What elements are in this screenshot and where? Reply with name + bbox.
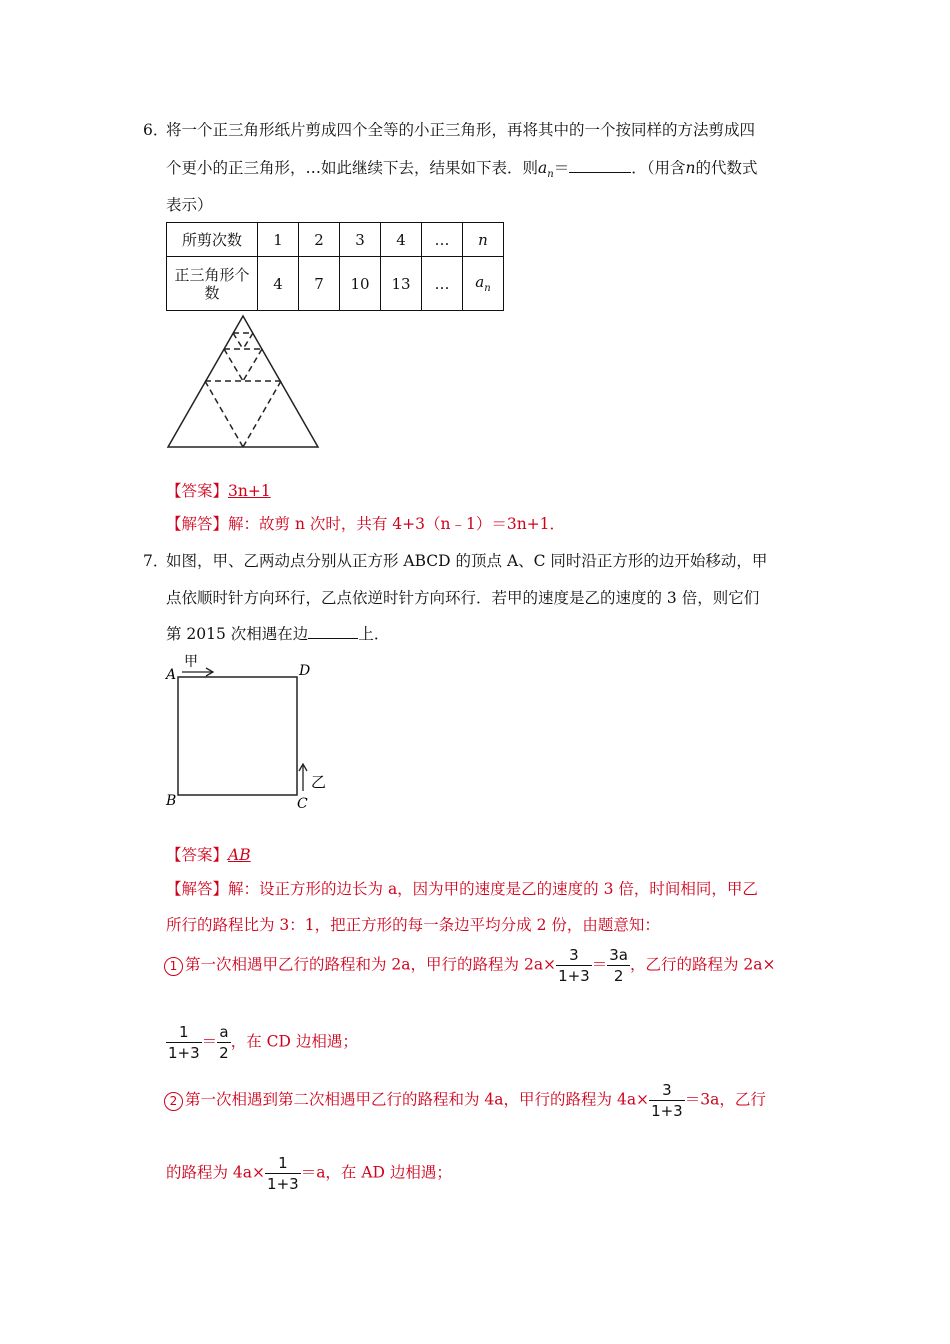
step2-marker: 2: [164, 1092, 183, 1111]
table-row: [167, 257, 504, 311]
step2-text-b: ＝3a，乙行: [684, 1090, 766, 1109]
fraction-numerator: 3: [649, 1080, 685, 1101]
fraction: [265, 1153, 301, 1194]
table-cell: 7: [299, 257, 340, 311]
q7-blank: [308, 637, 358, 639]
fraction: [217, 1022, 231, 1063]
fraction: [166, 1022, 202, 1063]
step2-line2: [166, 1153, 452, 1194]
step1-text-a: 第一次相遇甲乙行的路程和为 2a，甲行的路程为 2a×: [185, 955, 557, 974]
step2-text-c: 的路程为 4a×: [166, 1163, 266, 1182]
q6-var-sub: n: [547, 169, 554, 181]
equals-sign: ＝: [591, 955, 608, 974]
q6-var-n: n: [685, 159, 696, 177]
fraction: [649, 1080, 685, 1121]
table-header-cuts: 所剪次数: [167, 223, 258, 257]
q6-answer-value: 3n+1: [228, 482, 271, 500]
label-a: A: [166, 667, 177, 683]
square-figure: [160, 648, 340, 813]
q7-line2: 点依顺时针方向环行，乙点依逆时针方向环行．若甲的速度是乙的速度的 3 倍，则它们: [166, 589, 760, 607]
q6-var-a: a: [538, 159, 548, 177]
q7-line3-text: 第 2015 次相遇在边: [166, 625, 309, 643]
table-cell: [463, 257, 504, 311]
q6-line2-text: 个更小的正三角形，…如此继续下去，结果如下表．则: [166, 159, 539, 177]
table-cell: 13: [381, 257, 422, 311]
triangle-figure: [160, 312, 330, 452]
table-cell-var: a: [475, 273, 485, 291]
fraction: [607, 945, 630, 986]
step1-line2: [166, 1022, 358, 1063]
table-cell: 10: [340, 257, 381, 311]
q7-solution: [166, 877, 758, 899]
fraction-denominator: 2: [613, 967, 624, 985]
table-cell: 1: [258, 223, 299, 257]
fraction-denominator: 2: [219, 1044, 229, 1062]
square-abcd: [178, 677, 297, 795]
table-header-count: [167, 257, 258, 311]
table-header-count-1: 正三角形个: [174, 265, 250, 284]
table-cell: 2: [299, 223, 340, 257]
fraction-denominator: 1+3: [651, 1102, 683, 1120]
equals-sign: ＝: [201, 1032, 218, 1051]
fraction-numerator: 3a: [609, 946, 628, 964]
q6-solution-label: 【解答】: [166, 515, 229, 533]
table-cell: 4: [258, 257, 299, 311]
q6-line3: 表示）: [166, 196, 213, 214]
step2-line1: [164, 1080, 766, 1121]
cuts-table: [166, 222, 504, 311]
outer-triangle: [168, 316, 318, 447]
q7-answer-label: 【答案】: [166, 846, 229, 864]
fraction-numerator: 1: [166, 1022, 202, 1043]
label-d: D: [299, 663, 311, 679]
q7-solution-line1: 解：设正方形的边长为 a，因为甲的速度是乙的速度的 3 倍，时间相同，甲乙: [228, 880, 758, 898]
label-jia: 甲: [184, 654, 198, 670]
table-cell: 3: [340, 223, 381, 257]
fraction-numerator: 3: [556, 945, 592, 966]
fraction-denominator: 1+3: [558, 967, 590, 985]
fraction-numerator: a: [217, 1022, 231, 1043]
step1-line1: [164, 945, 776, 986]
step1-marker: 1: [164, 957, 183, 976]
q6-line2-c: 的代数式: [695, 159, 758, 177]
q6-line2-b: ．（用含: [631, 159, 686, 177]
table-cell: …: [422, 257, 463, 311]
step2-text-d: ＝a，在 AD 边相遇；: [300, 1163, 452, 1182]
step2-text-a: 第一次相遇到第二次相遇甲乙行的路程和为 4a，甲行的路程为 4a×: [185, 1090, 650, 1109]
q6-solution-text: 解：故剪 n 次时，共有 4+3（n﹣1）＝3n+1．: [228, 515, 566, 533]
label-c: C: [297, 796, 308, 812]
q6-line2: [166, 156, 758, 180]
q6-answer-label: 【答案】: [166, 482, 229, 500]
fraction-denominator: 1+3: [168, 1044, 200, 1062]
table-cell: n: [463, 223, 504, 257]
q6-number: 6．: [143, 121, 169, 139]
q7-line1: 如图，甲、乙两动点分别从正方形 ABCD 的顶点 A、C 同时沿正方形的边开始移动，甲: [166, 552, 768, 570]
q6-eq: ＝: [553, 159, 570, 177]
q7-solution-label: 【解答】: [166, 880, 229, 898]
table-cell: …: [422, 223, 463, 257]
fraction-numerator: 1: [265, 1153, 301, 1174]
q7-line3-end: 上．: [358, 625, 390, 643]
q6-solution: [166, 512, 565, 534]
q7-answer: [166, 843, 251, 865]
label-b: B: [166, 793, 177, 809]
label-yi: 乙: [311, 773, 327, 791]
fraction-denominator: 1+3: [267, 1175, 299, 1193]
table-header-count-2: 数: [204, 283, 220, 302]
q6-line1: 将一个正三角形纸片剪成四个全等的小正三角形，再将其中的一个按同样的方法剪成四: [166, 121, 756, 139]
q7-line3: [166, 622, 389, 644]
table-cell-sub: n: [484, 283, 491, 294]
q7-number: 7．: [143, 552, 169, 570]
inner-dashed-lines: [205, 333, 281, 447]
q7-solution-line2: 所行的路程比为 3：1，把正方形的每一条边平均分成 2 份，由题意知：: [166, 916, 660, 934]
table-row: [167, 223, 504, 257]
fraction: [556, 945, 592, 986]
step1-text-c: ，在 CD 边相遇；: [230, 1032, 358, 1051]
q6-answer: [166, 479, 271, 501]
step1-text-b: ，乙行的路程为 2a×: [629, 955, 776, 974]
q7-answer-value: AB: [228, 846, 251, 864]
q6-blank: [569, 171, 631, 173]
table-cell: 4: [381, 223, 422, 257]
